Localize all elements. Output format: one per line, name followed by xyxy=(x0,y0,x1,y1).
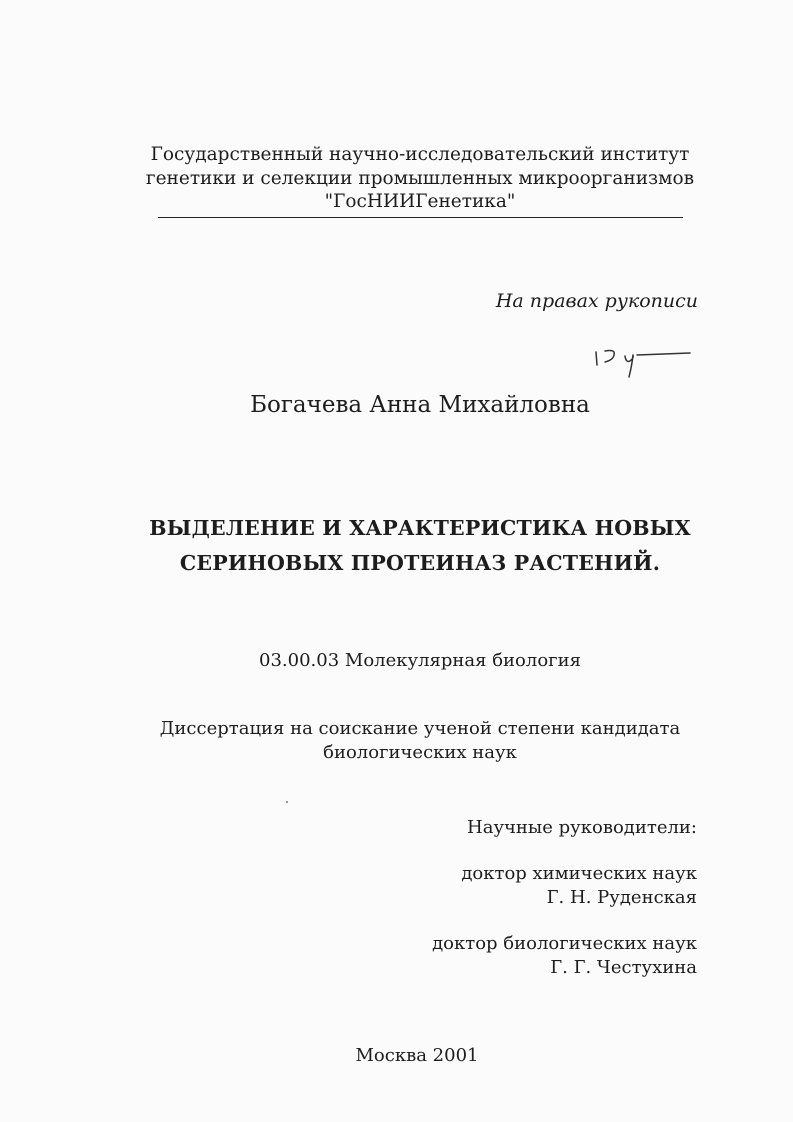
supervisor-degree: доктор биологических наук xyxy=(432,933,697,954)
copyright-note: На правах рукописи xyxy=(495,290,698,312)
institution-line-1: Государственный научно-исследовательский институт xyxy=(150,144,690,165)
supervisor-1 xyxy=(461,862,697,910)
degree-line-2: биологических наук xyxy=(323,742,517,763)
author-name: Богачева Анна Михайловна xyxy=(250,392,590,418)
supervisor-degree: доктор химических наук xyxy=(461,863,697,884)
supervisor-name: Г. Н. Руденская xyxy=(546,887,697,908)
specialty-code: 03.00.03 Молекулярная биология xyxy=(259,650,581,671)
institution-line-3: "ГосНИИГенетика" xyxy=(324,191,516,212)
dissertation-title-line-2: СЕРИНОВЫХ ПРОТЕИНАЗ РАСТЕНИЙ. xyxy=(179,551,661,575)
degree-line-1: Диссертация на соискание ученой степени кандидата xyxy=(159,718,681,739)
institution-line-2: генетики и селекции промышленных микроорганизмов xyxy=(145,168,695,189)
supervisor-name: Г. Г. Честухина xyxy=(550,957,697,978)
supervisor-2 xyxy=(432,932,697,980)
place-and-year: Москва 2001 xyxy=(355,1045,479,1066)
scan-speck xyxy=(286,801,288,803)
supervisors-heading: Научные руководители: xyxy=(467,817,697,838)
header-divider xyxy=(158,217,683,218)
dissertation-title-line-1: ВЫДЕЛЕНИЕ И ХАРАКТЕРИСТИКА НОВЫХ xyxy=(149,516,691,540)
handwritten-annotation xyxy=(588,343,698,383)
